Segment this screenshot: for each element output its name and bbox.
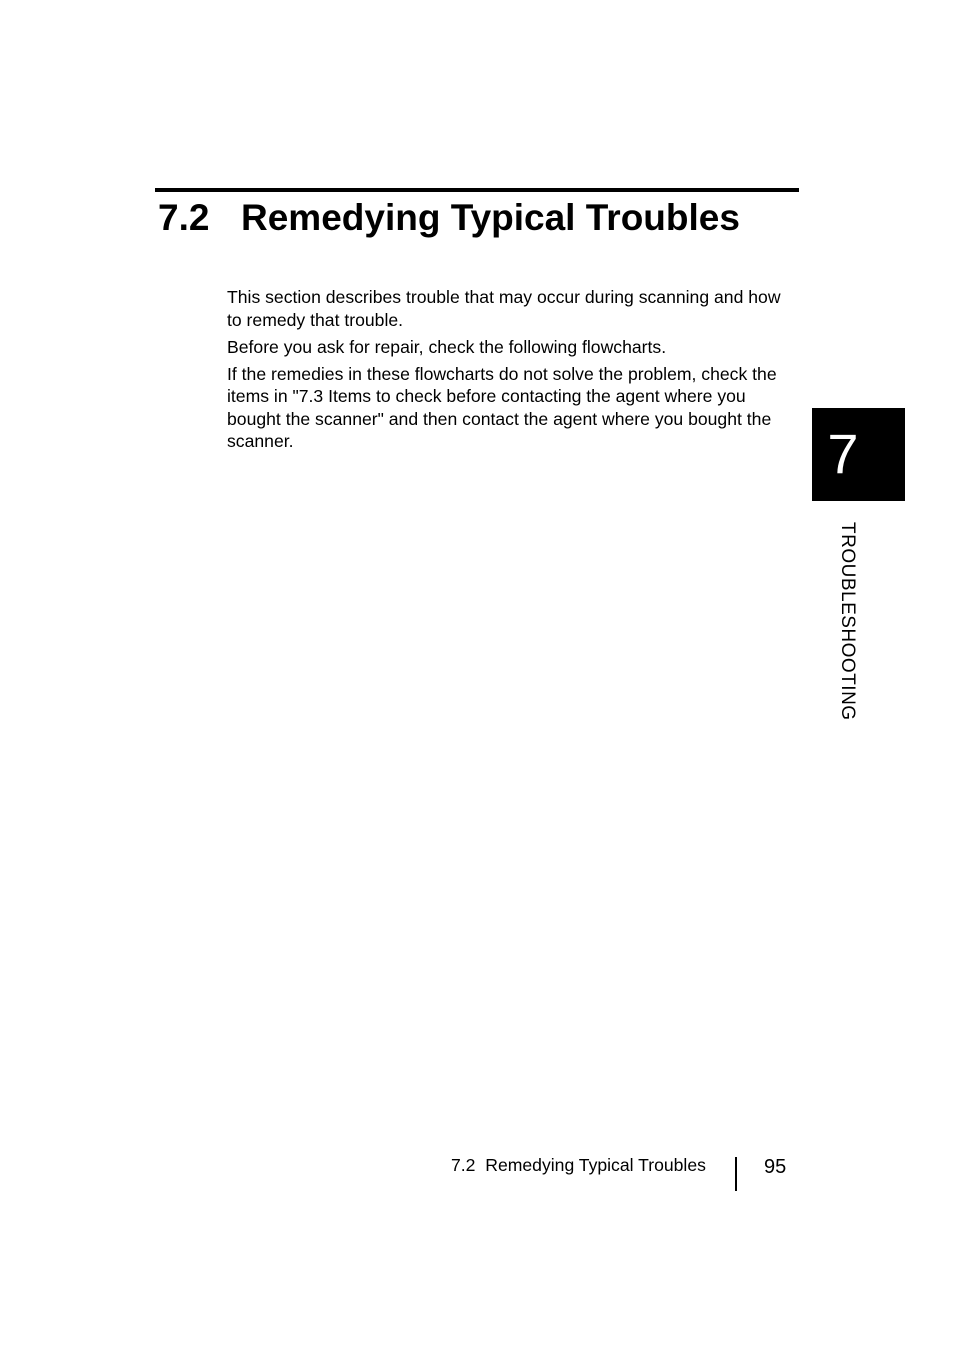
heading-rule bbox=[155, 188, 799, 192]
chapter-tab bbox=[812, 408, 905, 501]
body-text bbox=[227, 286, 797, 457]
chapter-side-label: TROUBLESHOOTING bbox=[837, 522, 858, 721]
chapter-number: 7 bbox=[827, 422, 859, 485]
section-heading bbox=[158, 196, 740, 240]
page-number: 95 bbox=[764, 1156, 787, 1178]
paragraph-check-flowcharts: Before you ask for repair, check the following flowcharts. bbox=[227, 336, 667, 357]
paragraph-contact-agent: If the remedies in these flowcharts do not solve the problem, check the items in "7.3 Items to check before contacting the agent where you bought the scanner" and then contact the agent where you bought the scanner. bbox=[227, 363, 777, 451]
section-number: 7.2 bbox=[158, 197, 210, 238]
footer-running-title: 7.2 Remedying Typical Troubles bbox=[451, 1155, 706, 1175]
paragraph-intro: This section describes trouble that may occur during scanning and how to remedy that trouble. bbox=[227, 287, 781, 330]
section-title: Remedying Typical Troubles bbox=[241, 197, 740, 238]
footer-divider bbox=[735, 1157, 737, 1191]
